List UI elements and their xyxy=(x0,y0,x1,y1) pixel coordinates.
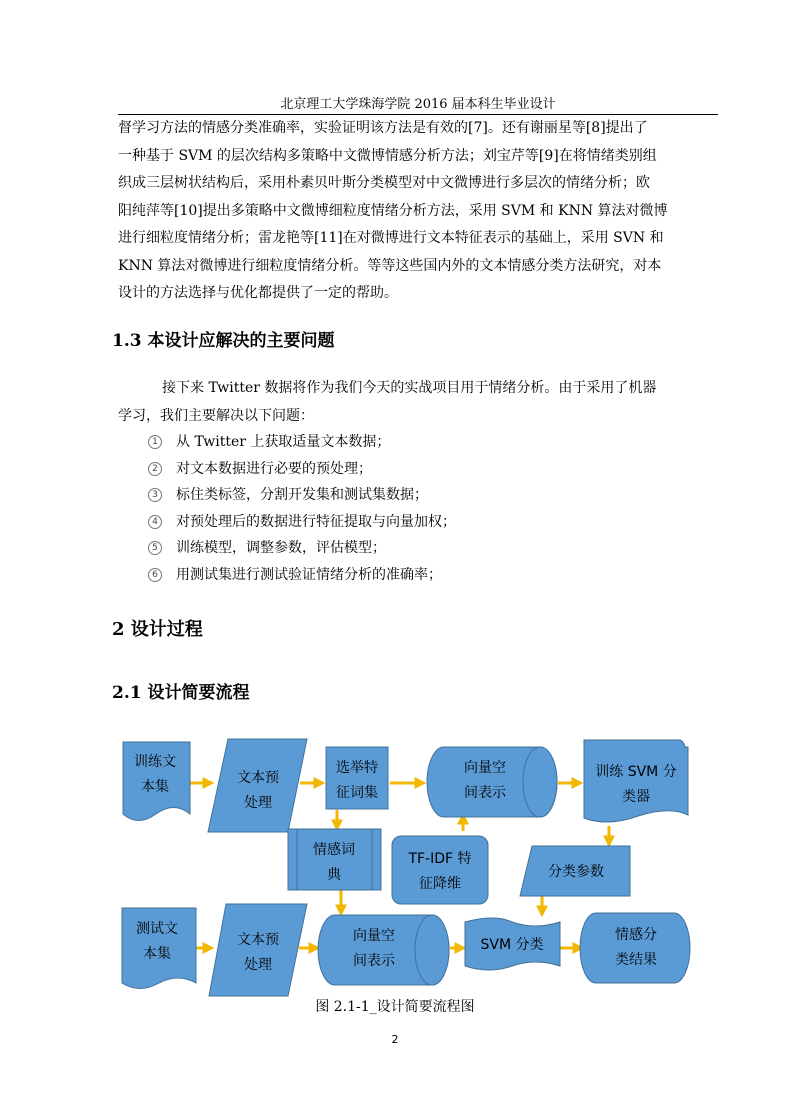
list-number: 2 xyxy=(148,462,162,476)
list-item xyxy=(148,429,456,456)
para-line: 学习，我们主要解决以下问题： xyxy=(118,407,314,424)
section-2-title: 2 设计过程 xyxy=(112,619,203,640)
section-1-3-title: 1.3 本设计应解决的主要问题 xyxy=(112,331,335,351)
section-2-1-title: 2.1 设计简要流程 xyxy=(112,683,250,703)
node-label: 间表示 xyxy=(464,785,506,801)
node-label: 本集 xyxy=(143,946,171,962)
node-label: SVM 分类 xyxy=(480,937,544,953)
node-class-params xyxy=(520,846,630,896)
list-text: 从 Twitter 上获取适量文本数据； xyxy=(176,434,391,450)
node-label: 选举特 xyxy=(336,760,378,776)
intro-line: 一种基于 SVM 的层次结构多策略中文微博情感分析方法；刘宝芹等[9]在将情绪类别组 xyxy=(118,147,657,164)
node-train-preprocess xyxy=(208,739,307,832)
node-label: 类器 xyxy=(622,789,650,805)
node-tfidf xyxy=(392,836,488,904)
node-label: 本集 xyxy=(141,779,169,795)
para-line: 接下来 Twitter 数据将作为我们今天的实战项目用于情绪分析。由于采用了机器 xyxy=(162,380,657,396)
node-label: 分类参数 xyxy=(548,864,604,880)
node-label: 向量空 xyxy=(353,928,395,944)
intro-paragraph xyxy=(118,115,718,308)
node-label: 处理 xyxy=(244,795,272,811)
node-train-svm xyxy=(584,740,688,822)
problem-list xyxy=(148,429,456,588)
node-train-vector xyxy=(427,747,557,817)
node-label: TF-IDF 特 xyxy=(408,851,472,867)
node-test-preprocess xyxy=(209,904,307,996)
node-label: 向量空 xyxy=(464,760,506,776)
list-text: 训练模型，调整参数，评估模型； xyxy=(176,540,386,556)
node-label: 处理 xyxy=(244,957,272,973)
list-number: 3 xyxy=(148,488,162,502)
list-number: 4 xyxy=(148,515,162,529)
list-number: 5 xyxy=(148,541,162,555)
list-item xyxy=(148,562,456,589)
section-1-3-paragraph xyxy=(118,375,718,430)
list-item xyxy=(148,456,456,483)
intro-line: KNN 算法对微博进行细粒度情绪分析。等等这些国内外的文本情感分类方法研究，对本 xyxy=(118,257,662,274)
node-label: 征词集 xyxy=(336,785,378,801)
node-sentiment-dict xyxy=(288,829,381,890)
node-result xyxy=(580,913,690,983)
list-item xyxy=(148,482,456,509)
intro-line: 进行细粒度情绪分析；雷龙艳等[11]在对微博进行文本特征表示的基础上，采用 SVN 和 xyxy=(118,230,664,246)
node-label: 训练文 xyxy=(134,754,176,770)
node-label: 测试文 xyxy=(136,921,178,937)
node-label: 文本预 xyxy=(237,770,279,786)
list-text: 对文本数据进行必要的预处理； xyxy=(176,460,372,477)
page-number: 2 xyxy=(391,1033,399,1046)
node-label: 文本预 xyxy=(237,932,279,948)
intro-line: 督学习方法的情感分类准确率，实验证明该方法是有效的[7]。还有谢丽星等[8]提出了 xyxy=(118,120,648,136)
node-label: 训练 SVM 分 xyxy=(595,764,677,780)
node-label: 类结果 xyxy=(615,952,657,968)
list-item xyxy=(148,509,456,536)
list-text: 标住类标签，分割开发集和测试集数据； xyxy=(176,487,428,503)
node-test-vector xyxy=(318,915,449,985)
figure-caption: 图 2.1-1_设计简要流程图 xyxy=(315,999,475,1015)
node-label: 情感分 xyxy=(615,927,657,943)
node-label: 征降维 xyxy=(419,876,461,892)
intro-line: 阳纯萍等[10]提出多策略中文微博细粒度情绪分析方法，采用 SVM 和 KNN 算法对微博 xyxy=(118,202,668,219)
node-select-features xyxy=(326,747,388,809)
node-label: 典 xyxy=(327,867,341,883)
node-svm-classify xyxy=(465,918,560,970)
node-label: 情感词 xyxy=(313,842,355,858)
list-item xyxy=(148,535,456,562)
running-header: 北京理工大学珠海学院 2016 届本科生毕业设计 xyxy=(280,97,556,112)
list-text: 用测试集进行测试验证情绪分析的准确率； xyxy=(176,566,442,583)
node-test-corpus xyxy=(122,908,196,989)
node-train-corpus xyxy=(123,742,190,821)
intro-line: 织成三层树状结构后，采用朴素贝叶斯分类模型对中文微博进行多层次的情绪分析；欧 xyxy=(118,175,650,191)
intro-line: 设计的方法选择与优化都提供了一定的帮助。 xyxy=(118,285,398,301)
list-number: 1 xyxy=(148,435,162,449)
list-number: 6 xyxy=(148,568,162,582)
list-text: 对预处理后的数据进行特征提取与向量加权； xyxy=(176,513,456,530)
design-flowchart xyxy=(110,728,710,998)
node-label: 间表示 xyxy=(353,953,395,969)
